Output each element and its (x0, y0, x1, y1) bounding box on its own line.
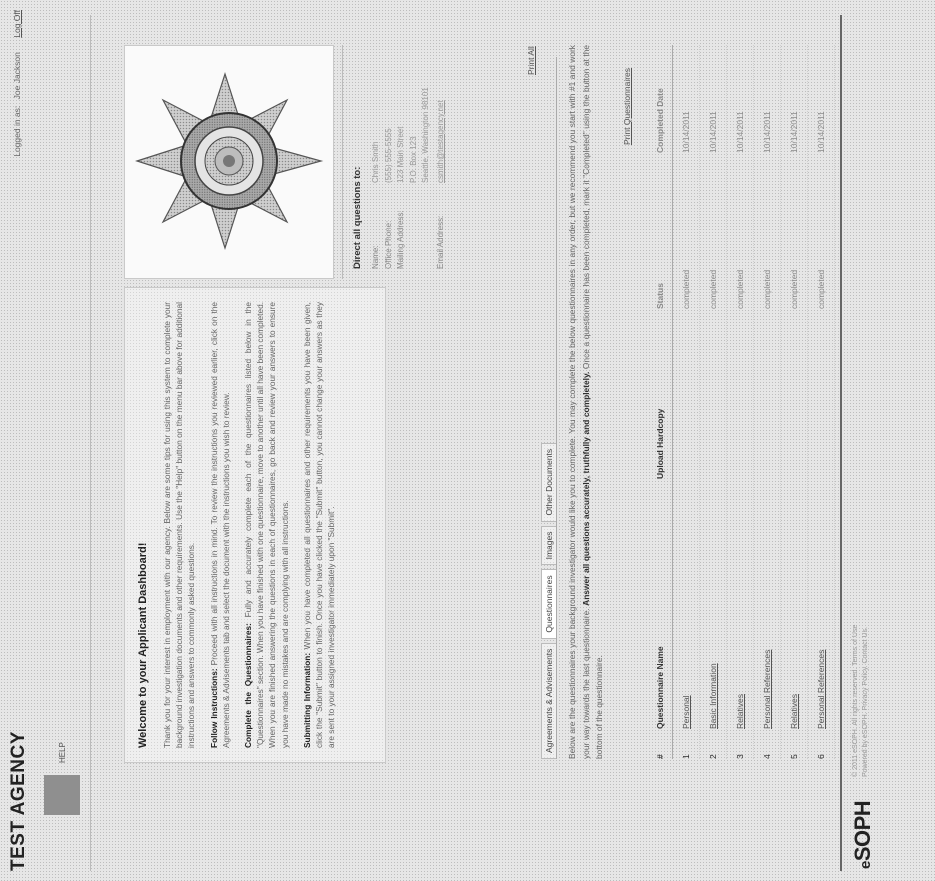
footer-divider (840, 15, 842, 871)
row-num: 3 (735, 754, 745, 759)
home-nav-button[interactable] (44, 775, 80, 815)
follow-instructions-paragraph (208, 302, 232, 748)
contact-row (396, 45, 405, 269)
contact-label: Name: (371, 245, 380, 269)
header-divider (90, 15, 91, 871)
row-num: 2 (708, 754, 718, 759)
follow-label: Follow Instructions: (208, 668, 219, 748)
complete-questionnaires-paragraph (242, 302, 291, 748)
header-num: # (655, 754, 665, 759)
user-name: Joe Jackson (12, 52, 22, 100)
completed-date-cell: 10/14/2011 (708, 111, 718, 153)
status-cell: completed (708, 269, 718, 309)
document-tabs (541, 443, 556, 759)
footer-line-2: Powered by eSOPH. Privacy Policy. Contact Us. (862, 626, 869, 777)
status-cell: completed (762, 269, 772, 309)
print-questionnaires-link[interactable]: Print Questionnaires (622, 67, 632, 145)
contact-label: Mailing Address: (396, 210, 405, 269)
help-button[interactable]: HELP (58, 742, 67, 763)
submit-text: When you have completed all questionnaires and other requirements you have been given, click the "Submit" button to finish. Once you have clicked the "Submit" button, you cannot change your answers as they are sent to your assigned investigator immediately upon "Submit". (301, 302, 337, 748)
follow-text: Proceed with all instructions in mind. To review the instructions you reviewed earlier, click on the Agreements & Advisements tab and select the document with the instructions you wish to review. (208, 302, 231, 748)
questionnaire-link[interactable]: Relatives (735, 694, 745, 729)
contact-label: Office Phone: (383, 220, 393, 269)
questionnaire-link[interactable]: Personal References (762, 649, 772, 729)
status-cell: completed (681, 269, 691, 309)
questionnaire-link[interactable]: Personal (681, 695, 691, 729)
logo-main: SOPH (850, 800, 875, 862)
submitting-information-paragraph (301, 302, 338, 748)
questionnaires-table (648, 45, 835, 759)
completed-date-cell: 10/14/2011 (681, 111, 691, 153)
tabs-divider (556, 57, 557, 759)
contact-value: P.O. Box 123 (408, 136, 418, 183)
welcome-panel (124, 287, 386, 763)
completed-date-cell: 10/14/2011 (789, 111, 799, 153)
contact-row (409, 45, 418, 269)
header-upload-hardcopy: Upload Hardcopy (655, 408, 665, 479)
row-num: 5 (789, 754, 799, 759)
contact-value: (555) 555-5555 (383, 128, 393, 183)
contact-info (352, 45, 449, 269)
contact-row (371, 45, 380, 269)
table-header-row (648, 45, 673, 759)
questionnaire-link[interactable]: Personal References (816, 649, 826, 729)
tab-images[interactable]: Images (541, 526, 556, 566)
welcome-title: Welcome to your Applicant Dashboard! (137, 542, 149, 748)
completed-date-cell: 10/14/2011 (735, 111, 745, 153)
contact-value: 123 Main Street (396, 126, 405, 183)
header-status: Status (655, 283, 665, 309)
submit-label: Submitting Information: (301, 652, 312, 748)
intro-text-1: Below are the questionnaires your background investigator would like you to complete. You may complete the below questionnaires in any order, but we recommend you start with #1 and work your way towards the last questionnaire. (567, 45, 591, 759)
contact-label: Email Address: (436, 215, 445, 269)
contact-value: Seattle, Washington 98101 (421, 87, 430, 183)
badge-divider (342, 45, 343, 279)
completed-date-cell: 10/14/2011 (816, 111, 826, 153)
agency-title: TEST AGENCY (8, 731, 29, 871)
contact-row (421, 45, 430, 269)
tab-agreements-advisements[interactable]: Agreements & Advisements (541, 643, 556, 759)
complete-text: Fully and accurately complete each of the questionnaires listed below in the "Questionnaires" section. When you have finished with one questionnaire, move to another until all have been completed. When you are finished answering the questions in each of questionnaires, go back and review your answers to ensure you have made no mistakes and are complying with all instructions. (243, 302, 290, 748)
complete-label: Complete the Questionnaires: (243, 623, 254, 748)
contact-value: Chris Smith (371, 141, 380, 183)
print-all-link[interactable]: Print All (526, 46, 536, 75)
agency-badge-panel (124, 45, 334, 279)
questionnaire-link[interactable]: Relatives (789, 694, 799, 729)
tab-questionnaires[interactable]: Questionnaires (541, 569, 556, 638)
contact-email-link[interactable]: csmith@testagency.net (436, 100, 445, 183)
header-questionnaire-name: Questionnaire Name (655, 646, 665, 729)
welcome-intro: Thank you for your interest in employment with our agency. Below are some tips for using this system to complete your background investigation documents and other requirements. Use the "Help" button on the menu bar above for additional instructions and answers to commonly asked questions. (162, 302, 197, 748)
status-cell: completed (789, 269, 799, 309)
row-num: 4 (762, 754, 772, 759)
row-num: 1 (681, 754, 691, 759)
completed-date-cell: 10/14/2011 (762, 111, 772, 153)
header-completed-date: Completed Date (655, 88, 665, 153)
contact-row (436, 45, 445, 269)
table-row (727, 45, 754, 759)
esoph-logo (850, 801, 876, 869)
sheriff-star-badge-icon (131, 66, 327, 256)
logged-in-label: Logged in as: (12, 105, 22, 157)
table-row (781, 45, 808, 759)
row-num: 6 (816, 754, 826, 759)
table-row (700, 45, 727, 759)
status-cell: completed (735, 269, 745, 309)
table-row (673, 45, 700, 759)
logout-link[interactable]: Log Off (12, 10, 22, 38)
table-row (808, 45, 835, 759)
contact-row (384, 45, 393, 269)
logo-prefix: e (857, 861, 874, 869)
contact-heading: Direct all questions to: (352, 166, 363, 269)
login-status (12, 10, 22, 161)
questionnaire-link[interactable]: Basic Information (708, 663, 718, 729)
status-cell: completed (816, 269, 826, 309)
contact-label (409, 183, 418, 269)
footer-text (851, 625, 871, 777)
table-body (673, 45, 835, 759)
table-row (754, 45, 781, 759)
contact-label (421, 183, 430, 269)
intro-emphasis: Answer all questions accurately, truthfully and completely. (580, 371, 591, 606)
tab-other-documents[interactable]: Other Documents (541, 443, 556, 522)
questionnaires-intro (566, 45, 607, 759)
footer-line-1: © 2011 eSOPH. All rights reserved. Terms of Use (852, 624, 859, 777)
intro-text-2: Once a questionnaire has been completed, mark it "Completed" using the button at the bottom of the questionnaire. (580, 44, 605, 759)
